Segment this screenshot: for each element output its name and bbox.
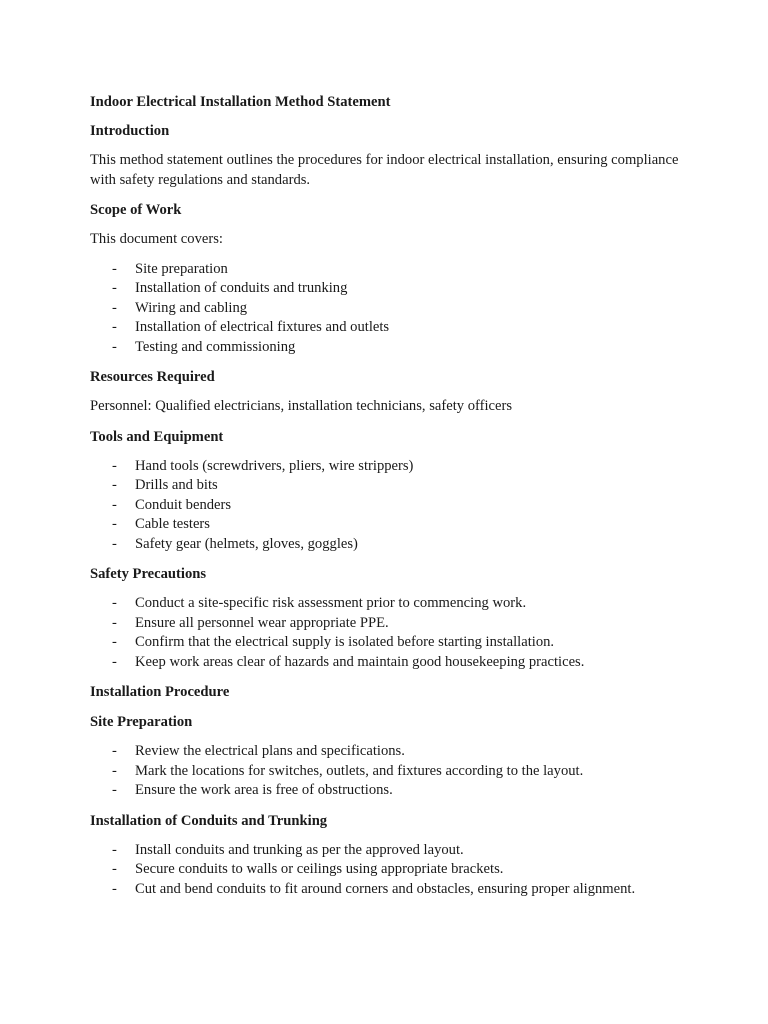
conduits-list (90, 841, 690, 900)
list-item-text: Safety gear (helmets, gloves, goggles) (135, 535, 358, 552)
list-item (90, 653, 690, 673)
list-item-text: Mark the locations for switches, outlets, and fixtures according to the layout. (135, 762, 584, 779)
list-item-text: Site preparation (135, 260, 228, 277)
personnel-text: Personnel: Qualified electricians, installation technicians, safety officers (90, 398, 512, 414)
list-dash: - (112, 653, 117, 670)
list-dash: - (112, 338, 117, 355)
list-item-text: Cut and bend conduits to fit around corners and obstacles, ensuring proper alignment. (135, 880, 636, 897)
list-item (90, 781, 690, 801)
list-item-text: Testing and commissioning (135, 338, 296, 355)
list-item (90, 318, 690, 338)
list-item-text: Wiring and cabling (135, 299, 248, 316)
site-prep-heading: Site Preparation (90, 714, 193, 730)
list-dash: - (112, 634, 117, 650)
list-item-text: Installation of conduits and trunking (135, 280, 348, 296)
introduction-heading: Introduction (90, 123, 170, 139)
list-item-text: Ensure all personnel wear appropriate PPE. (135, 614, 389, 631)
list-item (90, 496, 690, 516)
list-item-text: Drills and bits (135, 477, 218, 493)
list-dash: - (112, 614, 117, 631)
list-item (90, 742, 690, 762)
list-dash: - (112, 595, 117, 611)
safety-heading: Safety Precautions (90, 566, 207, 582)
tools-heading: Tools and Equipment (90, 428, 224, 445)
list-dash: - (112, 743, 117, 759)
list-dash: - (112, 841, 117, 858)
scope-list (90, 260, 690, 358)
list-item (90, 299, 690, 319)
safety-list (90, 594, 690, 672)
list-dash: - (112, 880, 117, 897)
introduction-text: This method statement outlines the procedures for indoor electrical installation, ensuring compliance with safety regulations and standards. (90, 152, 679, 188)
document-page (90, 92, 690, 909)
list-dash: - (112, 861, 117, 877)
list-dash: - (112, 477, 117, 493)
list-item (90, 880, 690, 900)
list-item (90, 594, 690, 614)
list-dash: - (112, 319, 117, 335)
list-item (90, 762, 690, 782)
list-item-text: Install conduits and trunking as per the approved layout. (135, 841, 464, 858)
list-item (90, 841, 690, 861)
conduits-heading: Installation of Conduits and Trunking (90, 812, 328, 829)
list-item-text: Keep work areas clear of hazards and maintain good housekeeping practices. (135, 653, 585, 670)
list-item (90, 338, 690, 358)
list-item-text: Conduit benders (135, 496, 232, 513)
list-dash: - (112, 762, 117, 779)
list-item (90, 515, 690, 535)
list-dash: - (112, 535, 117, 552)
list-item-text: Confirm that the electrical supply is isolated before starting installation. (135, 634, 555, 650)
list-item (90, 535, 690, 555)
scope-heading: Scope of Work (90, 202, 182, 218)
resources-heading: Resources Required (90, 369, 215, 385)
list-item-text: Secure conduits to walls or ceilings using appropriate brackets. (135, 861, 504, 877)
list-item (90, 614, 690, 634)
document-title: Indoor Electrical Installation Method Statement (90, 94, 391, 110)
list-item-text: Installation of electrical fixtures and outlets (135, 319, 390, 335)
list-item-text: Ensure the work area is free of obstructions. (135, 782, 393, 798)
list-dash: - (112, 457, 117, 474)
list-item-text: Conduct a site-specific risk assessment prior to commencing work. (135, 595, 527, 611)
procedure-heading: Installation Procedure (90, 684, 230, 700)
site-prep-list (90, 742, 690, 801)
list-item (90, 457, 690, 477)
list-dash: - (112, 280, 117, 296)
scope-intro: This document covers: (90, 231, 223, 247)
list-item-text: Hand tools (screwdrivers, pliers, wire strippers) (135, 457, 414, 474)
list-dash: - (112, 516, 117, 532)
list-dash: - (112, 496, 117, 513)
list-item (90, 476, 690, 496)
list-item (90, 260, 690, 280)
list-item (90, 860, 690, 880)
list-item (90, 279, 690, 299)
list-dash: - (112, 260, 117, 277)
list-dash: - (112, 782, 117, 798)
tools-list (90, 457, 690, 555)
list-item (90, 633, 690, 653)
list-dash: - (112, 299, 117, 316)
list-item-text: Review the electrical plans and specifications. (135, 743, 405, 759)
list-item-text: Cable testers (135, 516, 210, 532)
